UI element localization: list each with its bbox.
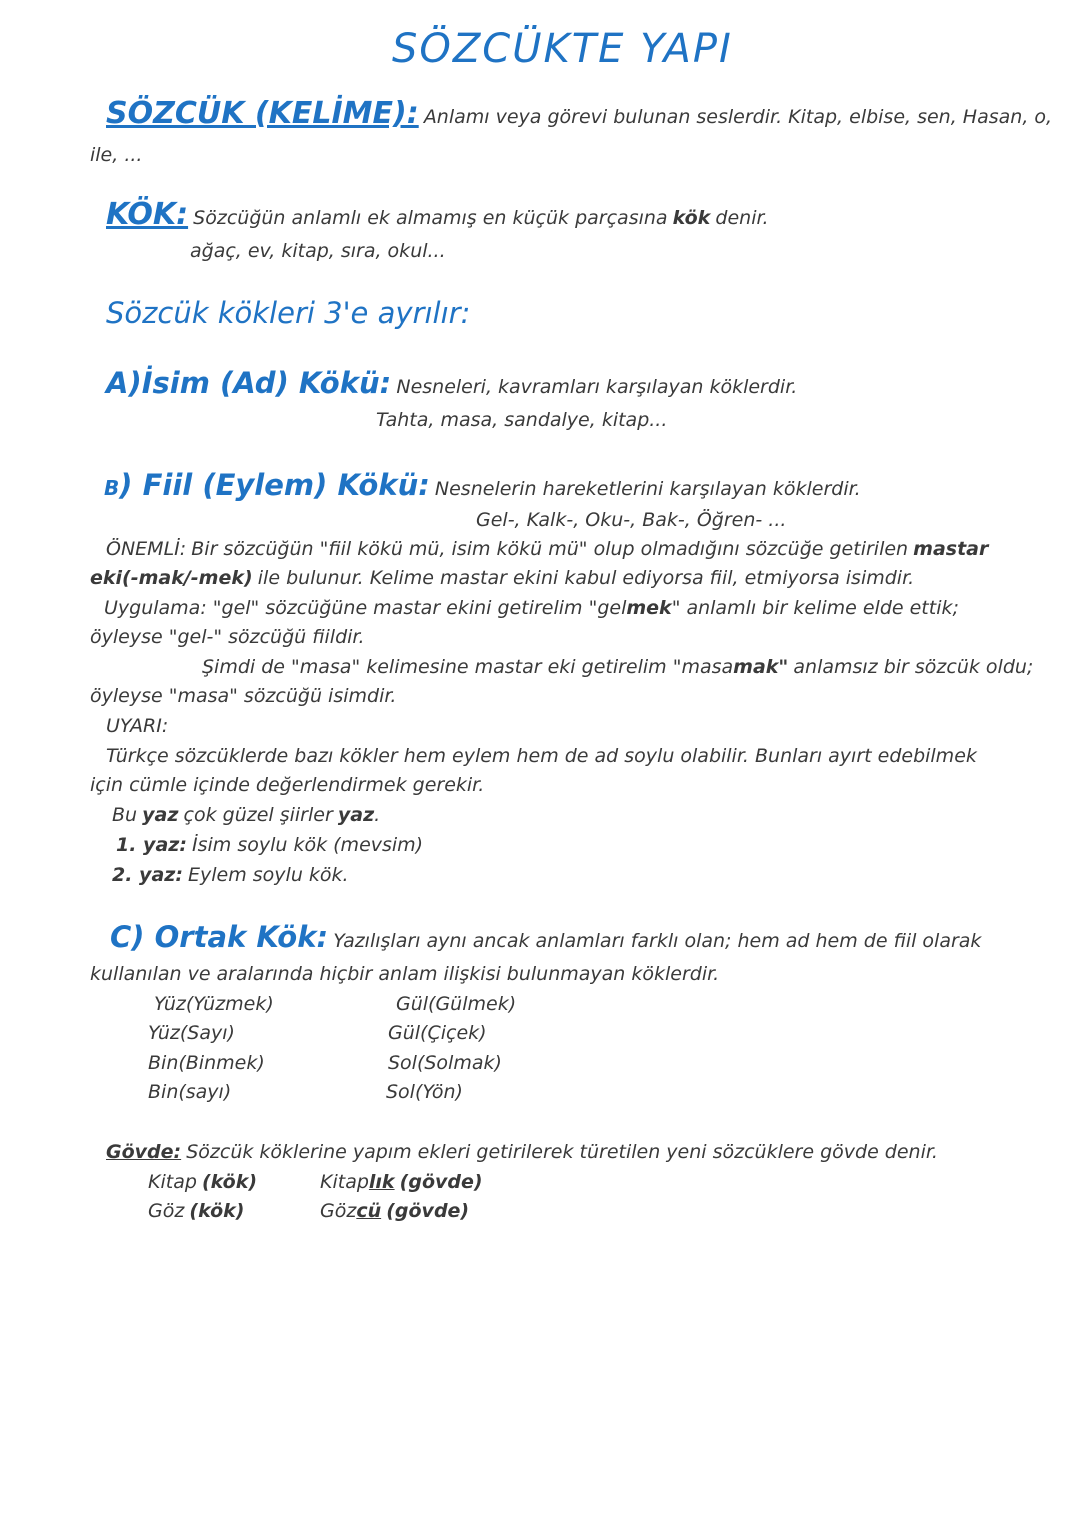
fiil-prefix: B [104,476,120,500]
ortak-left-1: Yüz(Yüzmek) [154,993,274,1015]
isim-examples: Tahta, masa, sandalye, kitap... [376,409,668,431]
kok-definition: Sözcüğün anlamlı ek almamış en küçük parçasına [193,207,668,229]
uyari-example-yaz2: yaz [337,804,375,826]
govde-label: Gövde: [106,1141,182,1163]
ortak-left-3: Bin(Binmek) [148,1052,265,1074]
govde-row-2 [148,1200,244,1222]
uyari-example [112,804,380,826]
masa-line [202,656,1033,678]
uyari-text-2: için cümle içinde değerlendirmek gerekir. [90,774,485,796]
masa-text-end: anlamsız bir sözcük oldu; [793,656,1034,678]
uygulama-line [104,597,959,619]
fiil-examples: Gel-, Kalk-, Oku-, Bak-, Öğren- ... [476,509,787,531]
masa-text: Şimdi de "masa" kelimesine mastar eki getirelim "masa [202,656,734,678]
govde-r2-tag2: (gövde) [386,1200,470,1222]
fiil-definition: Nesnelerin hareketlerini karşılayan köklerdir. [434,478,861,500]
kelime-definition-cont: ile, ... [90,144,143,166]
uyari-example-yaz1: yaz [142,804,179,826]
fiil-block [104,468,861,502]
kok-examples: ağaç, ev, kitap, sıra, okul... [190,240,446,262]
kelime-heading: SÖZCÜK (KELİME): [106,96,419,131]
uyari-example-end: . [374,804,381,826]
isim-heading: A)İsim (Ad) Kökü: [106,366,392,400]
uygulama-text-end: " anlamlı bir kelime elde ettik; [671,597,959,619]
onemli-suffix: eki(-mak/-mek) [90,567,253,589]
ortak-left-2: Yüz(Sayı) [148,1022,235,1044]
masa-conclusion: öyleyse "masa" sözcüğü isimdir. [90,685,397,707]
ortak-block [110,920,981,954]
onemli-text: Bir sözcüğün "fiil kökü mü, isim kökü mü" olup olmadığını sözcüğe getirilen [191,538,909,560]
govde-r1-stem: Kitap [320,1171,369,1193]
uygulama-conclusion: öyleyse "gel-" sözcüğü fiildir. [90,626,365,648]
ortak-right-3: Sol(Solmak) [388,1052,502,1074]
govde-r2-word: Göz [148,1200,185,1222]
ortak-definition-2: kullanılan ve aralarında hiçbir anlam ilişkisi bulunmayan köklerdir. [90,963,720,985]
ortak-definition: Yazılışları aynı ancak anlamları farklı olan; hem ad hem de fiil olarak [333,930,982,952]
kok-block [106,197,769,232]
uygulama-text: Uygulama: "gel" sözcüğüne mastar ekini getirelim "gel [104,597,627,619]
onemli-line2 [90,567,914,589]
govde-row-1-derived [320,1171,483,1193]
govde-r1-suffix: lık [368,1171,395,1193]
types-heading: Sözcük kökleri 3'e ayrılır: [106,296,471,330]
kok-highlight: kök [672,207,711,229]
govde-block [106,1141,938,1163]
onemli-line1 [106,538,988,560]
kok-definition-end: denir. [715,207,769,229]
uyari-item-2-text: Eylem soylu kök. [188,864,349,886]
uyari-item-1-text: İsim soylu kök (mevsim) [192,834,424,856]
isim-block [106,366,797,400]
kok-heading: KÖK: [106,197,189,232]
uyari-item-1 [116,834,423,856]
govde-row-1 [148,1171,257,1193]
ortak-heading: C) Ortak Kök: [110,920,329,954]
masa-suffix: mak" [733,656,789,678]
onemli-text-2: ile bulunur. Kelime mastar ekini kabul ediyorsa fiil, etmiyorsa isimdir. [257,567,915,589]
govde-r1-tag: (kök) [202,1171,258,1193]
onemli-mastar: mastar [913,538,989,560]
govde-r1-tag2: (gövde) [399,1171,483,1193]
uyari-text: Türkçe sözcüklerde bazı kökler hem eylem hem de ad soylu olabilir. Bunları ayırt edebilmek [106,745,977,767]
govde-r2-tag: (kök) [189,1200,245,1222]
isim-definition: Nesneleri, kavramları karşılayan köklerdir. [396,376,798,398]
uyari-item-1-label: 1. yaz: [116,834,187,856]
uyari-item-2 [112,864,349,886]
govde-row-2-derived [320,1200,469,1222]
govde-definition: Sözcük köklerine yapım ekleri getirilerek türetilen yeni sözcüklere gövde denir. [186,1141,938,1163]
kelime-definition: Anlamı veya görevi bulunan seslerdir. Kitap, elbise, sen, Hasan, o, [423,106,1053,128]
uyari-label: UYARI: [106,715,169,737]
onemli-label: ÖNEMLİ: [106,538,187,560]
ortak-left-4: Bin(sayı) [148,1081,232,1103]
govde-r2-suffix: cü [356,1200,382,1222]
fiil-heading: ) Fiil (Eylem) Kökü: [119,468,430,502]
uygulama-suffix: mek [626,597,672,619]
page-title: SÖZCÜKTE YAPI [392,26,733,72]
ortak-right-2: Gül(Çiçek) [388,1022,487,1044]
uyari-example-b: çok güzel şiirler [183,804,333,826]
uyari-example-a: Bu [112,804,138,826]
govde-r1-word: Kitap [148,1171,197,1193]
uyari-item-2-label: 2. yaz: [112,864,183,886]
ortak-right-1: Gül(Gülmek) [396,993,517,1015]
govde-r2-stem: Göz [320,1200,357,1222]
ortak-right-4: Sol(Yön) [386,1081,463,1103]
kelime-block [106,96,1052,131]
